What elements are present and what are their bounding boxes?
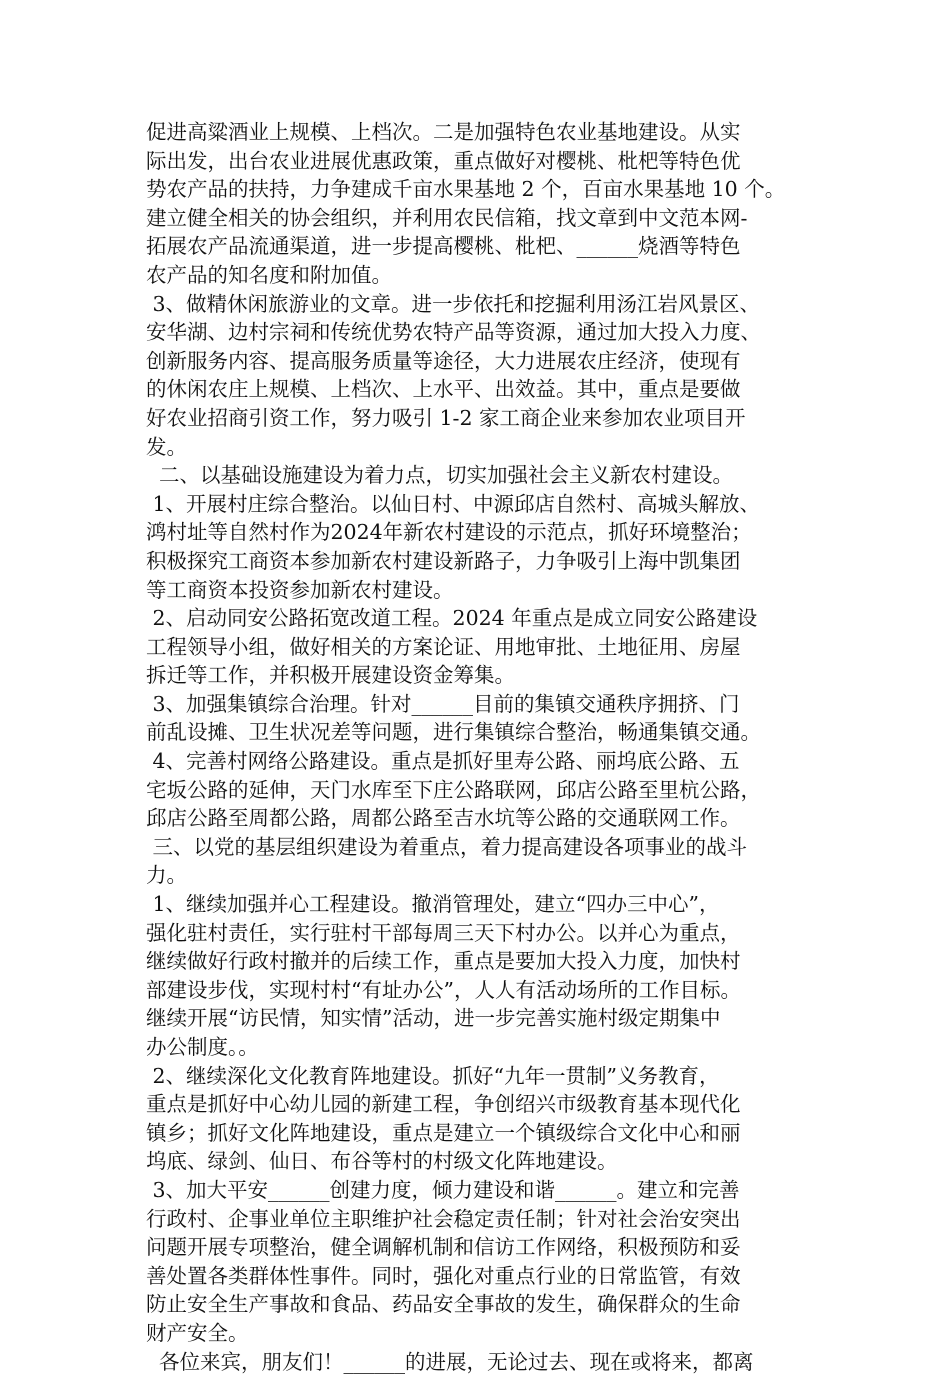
text-line: 3、做精休闲旅游业的文章。进一步依托和挖掘利用汤江岩风景区、 xyxy=(146,291,761,316)
text-line: 2、启动同安公路拓宽改道工程。2024 年重点是成立同安公路建设 xyxy=(146,606,758,631)
text-line: 3、加大平安______创建力度，倾力建设和谐______。建立和完善 xyxy=(146,1177,740,1202)
text-line: 继续开展“访民情，知实情”活动，进一步完善实施村级定期集中 xyxy=(146,1006,721,1031)
text-line: 安华湖、边村宗祠和传统优势农特产品等资源，通过加大投入力度、 xyxy=(146,320,761,345)
text-line: 办公制度。。 xyxy=(146,1035,259,1059)
section-heading: 三、以党的基层组织建设为着重点，着力提高建设各项事业的战斗 xyxy=(146,834,748,859)
text-line: 4、完善村网络公路建设。重点是抓好里寿公路、丽坞底公路、五 xyxy=(146,749,740,774)
text-line: 各位来宾，朋友们！______的进展，无论过去、现在或将来，都离 xyxy=(146,1349,754,1374)
text-line: 积极探究工商资本参加新农村建设新路子，力争吸引上海中凯集团 xyxy=(146,548,741,573)
text-line: 力。 xyxy=(146,863,187,888)
text-line: 强化驻村责任，实行驻村干部每周三天下村办公。以并心为重点， xyxy=(146,920,741,945)
text-line: 继续做好行政村撤并的后续工作，重点是要加大投入力度，加快村 xyxy=(146,949,741,974)
text-line: 行政村、企事业单位主职维护社会稳定责任制；针对社会治安突出 xyxy=(146,1206,741,1231)
text-line: 发。 xyxy=(146,434,187,459)
text-line: 势农产品的扶持，力争建成千亩水果基地 2 个，百亩水果基地 10 个。 xyxy=(146,177,786,202)
text-line: 1、开展村庄综合整治。以仙日村、中源邱店自然村、高城头解放、 xyxy=(146,491,761,516)
text-line: 促进高粱酒业上规模、上档次。二是加强特色农业基地建设。从实 xyxy=(146,120,741,144)
text-line: 2、继续深化文化教育阵地建设。抓好“九年一贯制”义务教育， xyxy=(146,1063,720,1088)
text-line: 前乱设摊、卫生状况差等问题，进行集镇综合整治，畅通集镇交通。 xyxy=(146,720,761,745)
section-heading: 二、以基础设施建设为着力点，切实加强社会主义新农村建设。 xyxy=(146,463,734,488)
text-line: 建立健全相关的协会组织，并利用农民信箱，找文章到中文范本网- xyxy=(146,205,748,230)
text-line: 创新服务内容、提高服务质量等途径，大力进展农庄经济，使现有 xyxy=(146,348,741,373)
text-line: 鸿村址等自然村作为2024年新农村建设的示范点，抓好环境整治； xyxy=(146,520,752,545)
text-line: 善处置各类群体性事件。同时，强化对重点行业的日常监管，有效 xyxy=(146,1263,741,1288)
text-line: 坞底、绿剑、仙日、布谷等村的村级文化阵地建设。 xyxy=(146,1149,618,1174)
text-line: 问题开展专项整治，健全调解机制和信访工作网络，积极预防和妥 xyxy=(146,1235,741,1260)
text-line: 宅坂公路的延伸，天门水库至下庄公路联网，邱店公路至里杭公路， xyxy=(146,777,761,802)
text-line: 财产安全。 xyxy=(146,1320,249,1345)
text-line: 部建设步伐，实现村村“有址办公”，人人有活动场所的工作目标。 xyxy=(146,977,741,1002)
text-line: 工程领导小组，做好相关的方案论证、用地审批、土地征用、房屋 xyxy=(146,634,741,659)
text-line: 镇乡；抓好文化阵地建设，重点是建立一个镇级综合文化中心和丽 xyxy=(146,1120,741,1145)
text-line: 农产品的知名度和附加值。 xyxy=(146,262,392,287)
text-line: 际出发，出台农业进展优惠政策，重点做好对樱桃、枇杷等特色优 xyxy=(146,148,741,173)
text-line: 邱店公路至周都公路，周都公路至吉水坑等公路的交通联网工作。 xyxy=(146,806,741,831)
text-line: 防止安全生产事故和食品、药品安全事故的发生，确保群众的生命 xyxy=(146,1292,741,1317)
text-line: 等工商资本投资参加新农村建设。 xyxy=(146,577,454,602)
document-body xyxy=(146,118,806,1376)
text-line: 重点是抓好中心幼儿园的新建工程，争创绍兴市级教育基本现代化 xyxy=(146,1092,741,1117)
text-line: 的休闲农庄上规模、上档次、上水平、出效益。其中，重点是要做 xyxy=(146,377,741,402)
text-line: 3、加强集镇综合治理。针对______目前的集镇交通秩序拥挤、门 xyxy=(146,691,740,716)
text-line: 1、继续加强并心工程建设。撤消管理处，建立“四办三中心”， xyxy=(146,892,720,917)
text-line: 拓展农产品流通渠道，进一步提高樱桃、枇杷、______烧酒等特色 xyxy=(146,234,741,259)
text-line: 拆迁等工作，并积极开展建设资金筹集。 xyxy=(146,663,515,688)
text-line: 好农业招商引资工作，努力吸引 1-2 家工商企业来参加农业项目开 xyxy=(146,405,746,430)
